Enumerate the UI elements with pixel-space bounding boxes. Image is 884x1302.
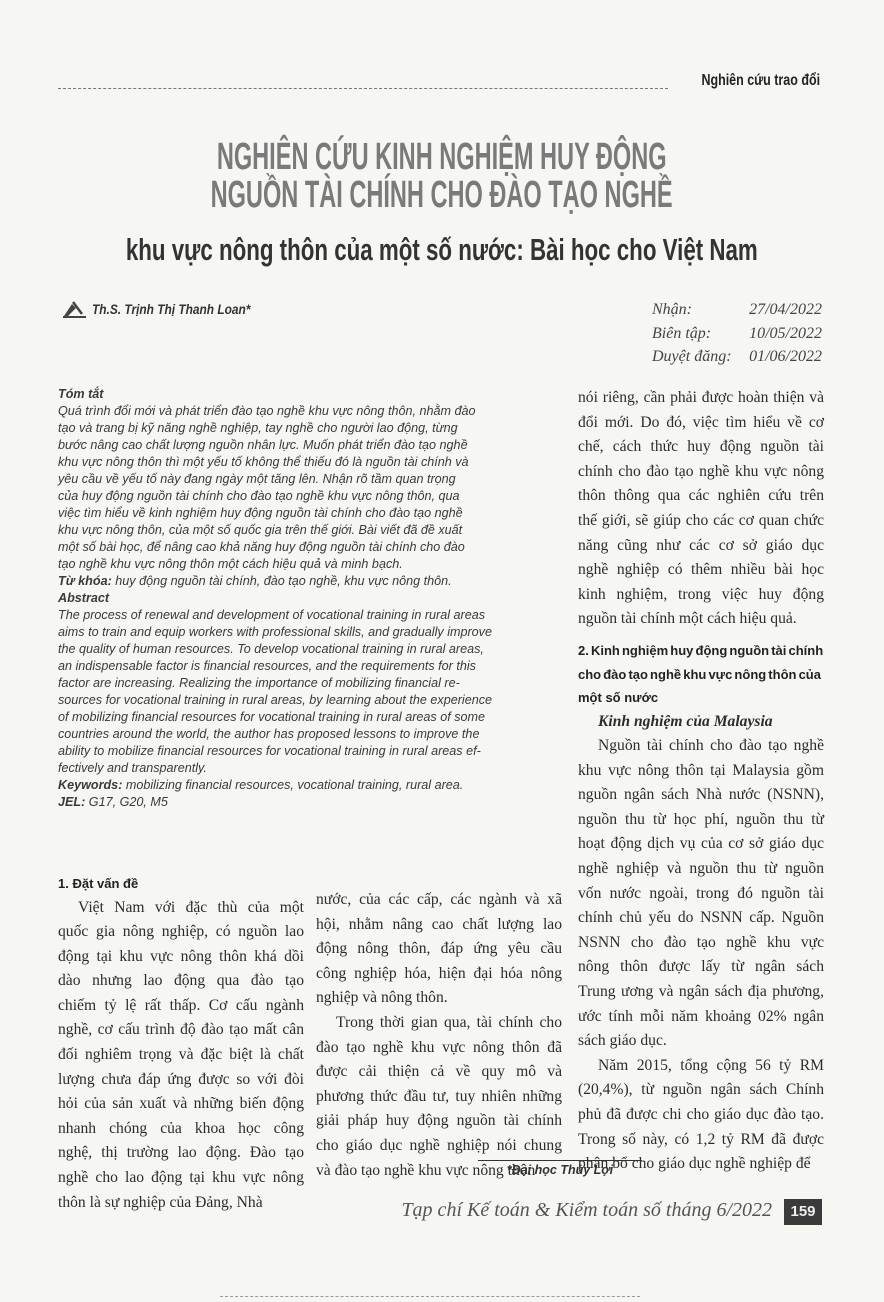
date-approved <box>652 345 822 369</box>
malaysia-subheading: Kinh nghiệm của Malaysia <box>598 712 773 730</box>
text-line: phủ đã được chi cho giáo dục đào tạo. <box>578 1106 824 1123</box>
section-1-heading <box>58 872 304 896</box>
section-label: Nghiên cứu trao đổi <box>701 72 820 89</box>
header-rule <box>58 88 668 89</box>
text-line: chiếm tỷ lệ rất thấp. Cơ cấu ngành <box>58 996 304 1014</box>
date-block <box>652 298 822 369</box>
abstract-line: countries around the world, the author has proposed lessons to improve the <box>58 727 480 741</box>
text-line: thế giới, sẽ giúp cho các cơ quan chức <box>578 511 824 529</box>
text-line: Trung ương và ngân sách địa phương, <box>578 983 824 1001</box>
abstract-text <box>58 607 564 777</box>
text-line: Trong thời gian qua, tài chính cho <box>336 1013 562 1031</box>
abstract-line: tạo và trang bị kỹ năng nghề nghiệp, tay nghề cho người lao động, từng <box>58 421 458 435</box>
date-label: Nhận: <box>652 301 692 318</box>
tukhoa-text: huy động nguồn tài chính, đào tạo nghề, khu vực nông thôn. <box>111 574 452 588</box>
abstract-line: of mobilizing financial resources for vocational training in rural areas of some <box>58 710 485 724</box>
text-line: nghề nghiệp và nguồn thu từ nguồn <box>578 860 824 878</box>
text-line: (20,4%), từ nguồn ngân sách Chính <box>578 1081 824 1099</box>
date-value: 27/04/2022 <box>749 301 822 318</box>
text-line: hoạt động dịch vụ của cơ sở giáo dục <box>578 835 824 853</box>
text-line: cho giáo dục nghề nghiệp nói chung <box>316 1136 562 1154</box>
author-line <box>62 300 278 318</box>
footnote-rule <box>478 1160 642 1161</box>
abstract-line: fectively and transparently. <box>58 761 207 775</box>
text-line: động nông thôn, đáp ứng yêu cầu <box>316 940 562 958</box>
text-line: nước, của các cấp, các ngành và xã <box>316 891 562 908</box>
section-1-heading-text: 1. Đặt vấn đề <box>58 876 139 891</box>
text-line: Năm 2015, tổng cộng 56 tỷ RM <box>598 1056 824 1074</box>
date-edited <box>652 322 822 346</box>
tomtat-text <box>58 403 564 573</box>
text-line: dào nhưng lao động qua đào tạo <box>58 972 304 990</box>
bottom-rule <box>220 1296 640 1297</box>
text-line: NSNN cho đào tạo nghề khu vực <box>578 933 824 951</box>
journal-name: Tạp chí Kế toán & Kiểm toán số tháng 6/2022 <box>401 1199 772 1221</box>
text-line: hỏi của sản xuất và những biến động <box>58 1095 304 1113</box>
text-line: lượng chưa đáp ứng được so với đòi <box>58 1070 304 1088</box>
text-line: nguồn thu từ học phí, nguồn thu từ <box>578 810 824 828</box>
abstract-line: khu vực nông thôn, của một số quốc gia trên thế giới. Bài viết đã đề xuất <box>58 523 463 537</box>
abstract-line: sources for vocational training in rural areas, by learning about the experience <box>58 693 493 707</box>
tukhoa-label: Từ khóa: <box>58 574 112 588</box>
column-1 <box>58 872 304 1215</box>
abstract-line: bước nâng cao chất lượng nguồn nhân lực. Muốn phát triển đào tạo nghề <box>58 438 468 452</box>
text-line: thôn là sự nghiệp của Đảng, Nhà <box>58 1193 263 1211</box>
keywords-text: mobilizing financial resources, vocational training, rural area. <box>122 778 464 792</box>
text-line: ước tính mỗi năm khoảng 02% ngân <box>578 1007 824 1025</box>
text-line: phương thức đầu tư, tuy nhiên những <box>316 1087 562 1105</box>
text-line: được cải thiện cả về quy mô và <box>316 1063 562 1081</box>
keywords-line <box>58 777 564 794</box>
abstract-line: của huy động nguồn tài chính cho đào tạo nghề khu vực nông thôn, qua <box>58 489 460 503</box>
text-line: nông thôn được lấy từ ngân sách <box>578 958 824 976</box>
text-line: nghề cho lao động tại khu vực nông <box>58 1169 304 1187</box>
text-line: hội, nhằm nâng cao chất lượng lao <box>316 915 562 933</box>
text-line: nghệ, thị trường lao động. Đào tạo <box>58 1144 304 1162</box>
heading-line <box>578 686 824 710</box>
text-line: chính cho đào tạo nghề khu vực nông <box>578 462 824 480</box>
text-line: nguồn ngân sách Nhà nước (NSNN), <box>578 786 824 804</box>
text-line: Việt Nam với đặc thù của một <box>78 898 304 916</box>
subtitle <box>0 232 884 268</box>
text-line: nghiệp và nông thôn. <box>316 989 448 1007</box>
text-line: nhanh chóng của khoa học công <box>58 1119 304 1137</box>
date-label: Duyệt đăng: <box>652 348 732 365</box>
text-line: nói riêng, cần phải được hoàn thiện và <box>578 389 824 406</box>
abstract-box <box>58 386 564 811</box>
text-line: chính chủ yếu do NSNN cấp. Nguồn <box>578 909 824 927</box>
abstract-line: ability to mobilize financial resources for vocational training in rural areas ef- <box>58 744 481 758</box>
author-name: Th.S. Trịnh Thị Thanh Loan* <box>92 301 251 317</box>
abstract-line: một số bài học, để nâng cao khả năng huy động nguồn tài chính cho đào <box>58 540 465 554</box>
abstract-line: khu vực nông thôn thì một yếu tố không thể thiếu đó là nguồn tài chính và <box>58 455 469 469</box>
abstract-line: aims to train and equip workers with professional skills, and gradually improve <box>58 625 492 639</box>
date-value: 10/05/2022 <box>749 324 822 342</box>
page-number: 159 <box>784 1199 822 1225</box>
tomtat-heading: Tóm tắt <box>58 387 104 401</box>
text-line: khu vực nông thôn tại Malaysia gồm <box>578 761 824 779</box>
heading-text: một số nước <box>578 690 659 705</box>
column-2 <box>316 888 562 1183</box>
column-2-body <box>316 888 562 1183</box>
date-label: Biên tập: <box>652 324 712 342</box>
text-line: nghề, cơ cấu trình độ đào tạo mất cân <box>58 1021 304 1039</box>
text-line: giải pháp huy động nguồn tài chính <box>316 1112 562 1130</box>
date-value: 01/06/2022 <box>749 348 822 365</box>
text-line: đổi mới. Do đó, việc tìm hiểu về cơ <box>578 413 824 431</box>
text-line: năng cũng như các cơ sở giáo dục <box>578 536 824 554</box>
abstract-line: an indispensable factor is financial resources, and the requirements for this <box>58 659 476 673</box>
heading-line <box>578 639 824 663</box>
title-line-1-text: NGHIÊN CỨU KINH NGHIỆM HUY ĐỘNG <box>217 136 667 178</box>
title-line-2 <box>0 174 884 217</box>
text-line: Trong số này, có 1,2 tỷ RM đã được <box>578 1130 824 1148</box>
column-3-top-body <box>578 386 824 632</box>
heading-text: 2. Kinh nghiệm huy động nguồn tài chính <box>578 643 824 658</box>
abstract-line: việc tìm hiểu về kinh nghiệm huy động nguồn tài chính cho đào tạo nghề <box>58 506 463 520</box>
heading-line <box>578 663 824 687</box>
title-line-2-text: NGUỒN TÀI CHÍNH CHO ĐÀO TẠO NGHỀ <box>210 174 674 216</box>
pen-icon <box>62 300 88 318</box>
text-line: công nghiệp hóa, hiện đại hóa nông <box>316 964 562 982</box>
jel-label: JEL: <box>58 795 86 809</box>
text-line: đào tạo nghề khu vực nông thôn đã <box>316 1038 562 1056</box>
column-3-section-2 <box>578 639 824 1177</box>
abstract-line: Quá trình đổi mới và phát triển đào tạo nghề khu vực nông thôn, nhằm đào <box>58 404 476 418</box>
abstract-line: factor are increasing. Realizing the importance of mobilizing financial re- <box>58 676 460 690</box>
subtitle-text: khu vực nông thôn của một số nước: Bài học cho Việt Nam <box>126 232 758 267</box>
text-line: đối nghiêm trọng và đặc biệt là chất <box>58 1046 304 1064</box>
abstract-line: yêu cầu về yếu tố này đang ngày một tăng lên. Nhận rõ tầm quan trọng <box>58 472 456 486</box>
jel-line <box>58 794 564 811</box>
abstract-line: the quality of human resources. To develop vocational training in rural areas, <box>58 642 484 656</box>
text-line: Nguồn tài chính cho đào tạo nghề <box>598 737 824 755</box>
section-1-body <box>58 896 304 1216</box>
tukhoa-line <box>58 573 564 590</box>
section-2-heading <box>578 639 824 710</box>
footnote-affiliation: *Đại học Thủy Lợi <box>506 1163 614 1177</box>
abstract-heading: Abstract <box>58 591 110 605</box>
keywords-label: Keywords: <box>58 778 123 792</box>
text-line: vốn nước ngoài, trong đó nguồn tài <box>578 884 824 902</box>
column-3-top <box>578 386 824 632</box>
jel-text: G17, G20, M5 <box>85 795 168 809</box>
text-line: quốc gia nông nghiệp, có nguồn lao <box>58 923 304 941</box>
text-line: và đào tạo nghề khu vực nông thôn <box>316 1161 536 1179</box>
text-line: động tại khu vực nông thôn khá dồi <box>58 947 304 965</box>
abstract-line: tạo nghề khu vực nông thôn một cách hiệu quả và minh bạch. <box>58 557 403 571</box>
text-line: nghề nghiệp có thêm nhiều bài học <box>578 561 824 579</box>
text-line: chế, cách thức huy động nguồn tài <box>578 438 824 456</box>
text-line: sách giáo dục. <box>578 1032 667 1050</box>
text-line: phân bổ cho giáo dục nghề nghiệp để <box>578 1155 811 1173</box>
section-2-body <box>578 734 824 1177</box>
date-received <box>652 298 822 322</box>
text-line: nguồn tài chính một cách hiệu quả. <box>578 610 797 628</box>
text-line: thôn thông qua các nghiên cứu trên <box>578 487 824 505</box>
abstract-line: The process of renewal and development of vocational training in rural areas <box>58 608 486 622</box>
heading-text: cho đào tạo nghề khu vực nông thôn của <box>578 666 821 682</box>
title-line-1 <box>0 136 884 179</box>
text-line: kinh nghiệm, trong việc huy động <box>578 585 824 603</box>
